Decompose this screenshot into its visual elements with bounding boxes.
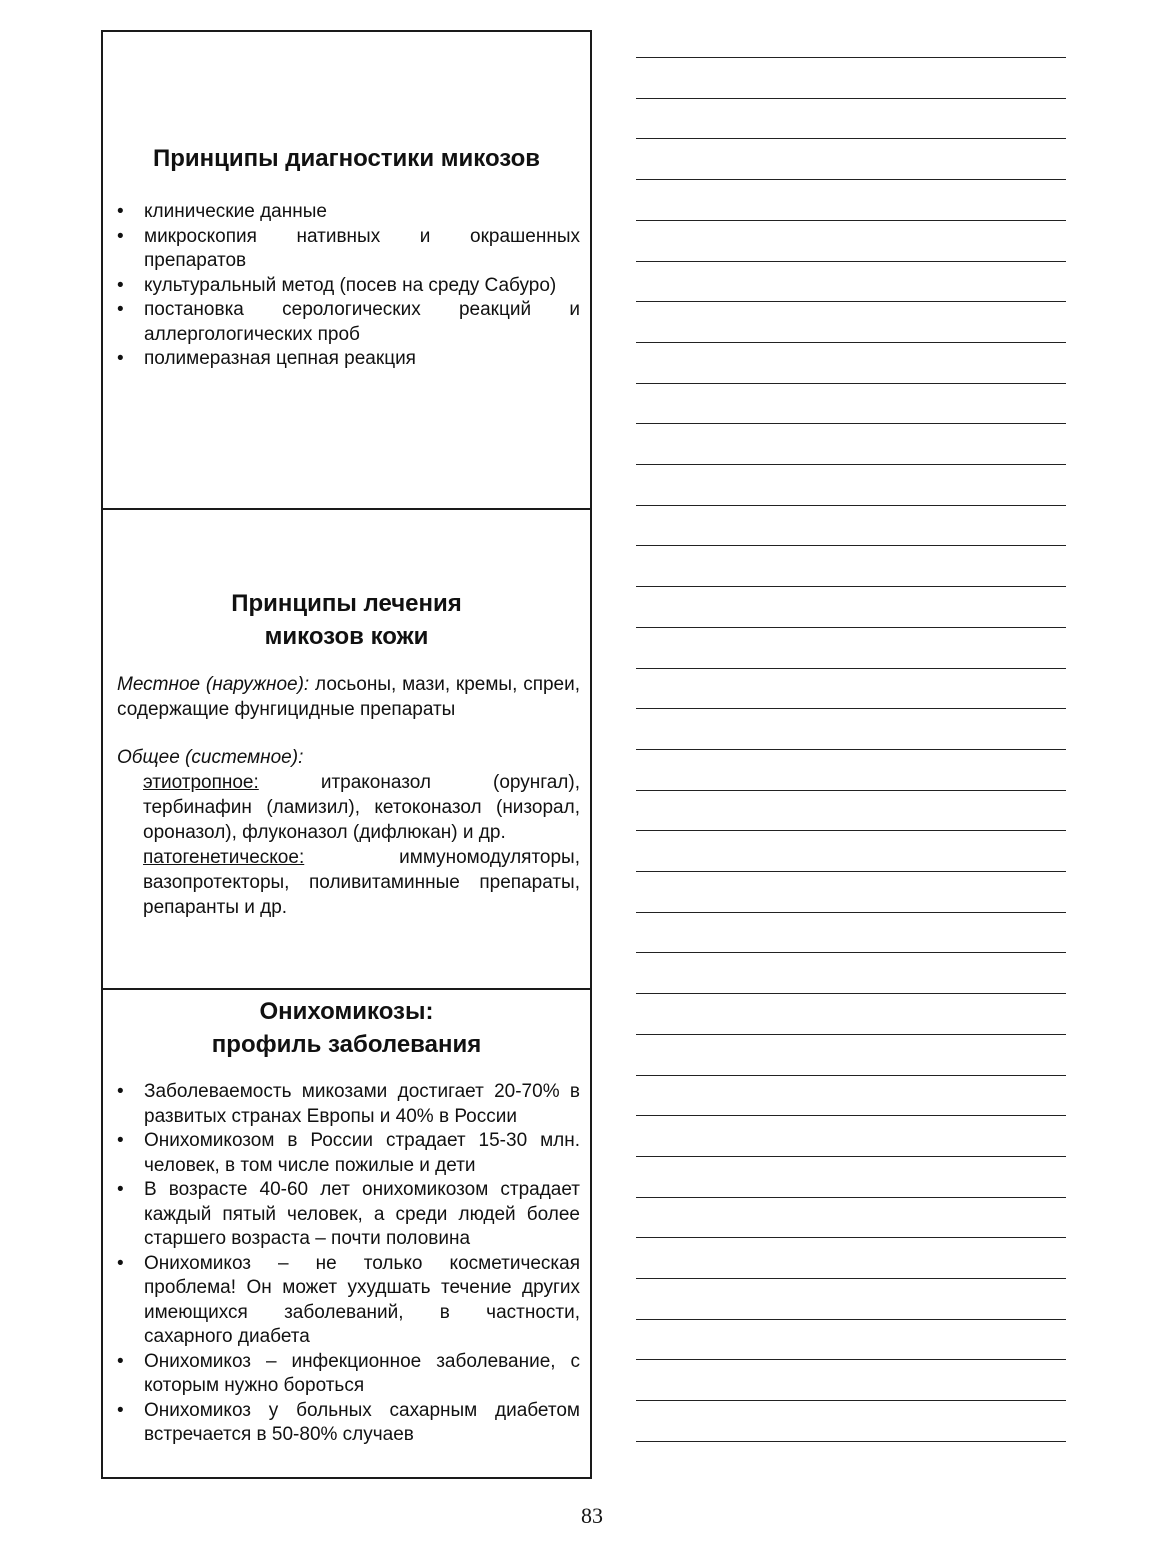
writing-line [636,464,1066,465]
etiotropic-paragraph [143,770,580,845]
diagnostics-section [103,32,590,510]
pathogenetic-text: иммуномодуляторы, вазопротекторы, поливитаминные препараты, репаранты и др. [143,847,580,918]
writing-line [636,505,1066,506]
list-item: • Онихомикоз у больных сахарным диабетом встречается в 50-80% случаев [115,1399,580,1448]
writing-line [636,545,1066,546]
etiotropic-text: итраконазол (орунгал), тербинафин (ламизил), кетоконазол (низорал, ороназол), флуконазол (дифлюкан) и др. [143,772,580,843]
list-item: • микроскопия нативных и окрашенных препаратов [115,225,580,274]
writing-line [636,668,1066,669]
onychomycosis-title-line2: профиль заболевания [211,1031,482,1058]
writing-line [636,57,1066,58]
writing-line [636,627,1066,628]
list-item: • культуральный метод (посев на среду Сабуро) [115,274,580,299]
writing-line [636,98,1066,99]
onychomycosis-section [103,990,590,1477]
writing-line [636,952,1066,953]
list-item: • клинические данные [115,200,580,225]
treatment-title-line2: микозов кожи [264,623,429,650]
writing-line [636,220,1066,221]
writing-line [636,1115,1066,1116]
onychomycosis-title [103,995,590,1061]
onychomycosis-list [115,1080,580,1448]
list-item: • Онихомикозом в России страдает 15-30 млн. человек, в том числе пожилые и дети [115,1129,580,1178]
writing-line [636,1075,1066,1076]
writing-line [636,1441,1066,1442]
local-treatment-label: Местное (наружное): [117,674,310,695]
treatment-title [103,587,590,653]
general-treatment-label [117,745,580,770]
general-treatment-label-text: Общее (системное): [117,747,304,768]
content-box-column [101,30,592,1479]
writing-line [636,383,1066,384]
treatment-section [103,510,590,990]
page-number: 83 [581,1503,603,1528]
writing-line [636,1359,1066,1360]
writing-line [636,993,1066,994]
writing-line [636,1156,1066,1157]
writing-line [636,871,1066,872]
writing-line [636,261,1066,262]
writing-line [636,708,1066,709]
local-treatment-paragraph [117,672,580,722]
onychomycosis-title-line1: Онихомикозы: [259,998,434,1025]
diagnostics-list [115,200,580,372]
writing-line [636,830,1066,831]
writing-line [636,586,1066,587]
pathogenetic-paragraph [143,845,580,920]
etiotropic-label: этиотропное: [143,772,259,793]
writing-line [636,749,1066,750]
writing-line [636,790,1066,791]
list-item: • Онихомикоз – не только косметическая проблема! Он может ухудшать течение других имеющихся заболеваний, в частности, сахарного диабета [115,1252,580,1350]
note-lines [636,0,1066,1480]
writing-line [636,1400,1066,1401]
writing-line [636,1034,1066,1035]
list-item: • Онихомикоз – инфекционное заболевание, с которым нужно бороться [115,1350,580,1399]
pathogenetic-label: патогенетическое: [143,847,305,868]
list-item: • Заболеваемость микозами достигает 20-70% в развитых странах Европы и 40% в России [115,1080,580,1129]
treatment-title-line1: Принципы лечения [231,590,462,617]
local-treatment-text: лосьоны, мази, кремы, спреи, содержащие фунгицидные препараты [117,674,581,720]
writing-line [636,912,1066,913]
writing-line [636,342,1066,343]
writing-line [636,1278,1066,1279]
list-item: • полимеразная цепная реакция [115,347,580,372]
writing-line [636,301,1066,302]
writing-line [636,1319,1066,1320]
writing-line [636,179,1066,180]
list-item: • В возрасте 40-60 лет онихомикозом страдает каждый пятый человек, а среди людей более старшего возраста – почти половина [115,1178,580,1252]
writing-line [636,423,1066,424]
diagnostics-title: Принципы диагностики микозов [152,145,541,172]
writing-line [636,1237,1066,1238]
writing-line [636,1197,1066,1198]
writing-line [636,138,1066,139]
list-item: • постановка серологических реакций и аллергологических проб [115,298,580,347]
